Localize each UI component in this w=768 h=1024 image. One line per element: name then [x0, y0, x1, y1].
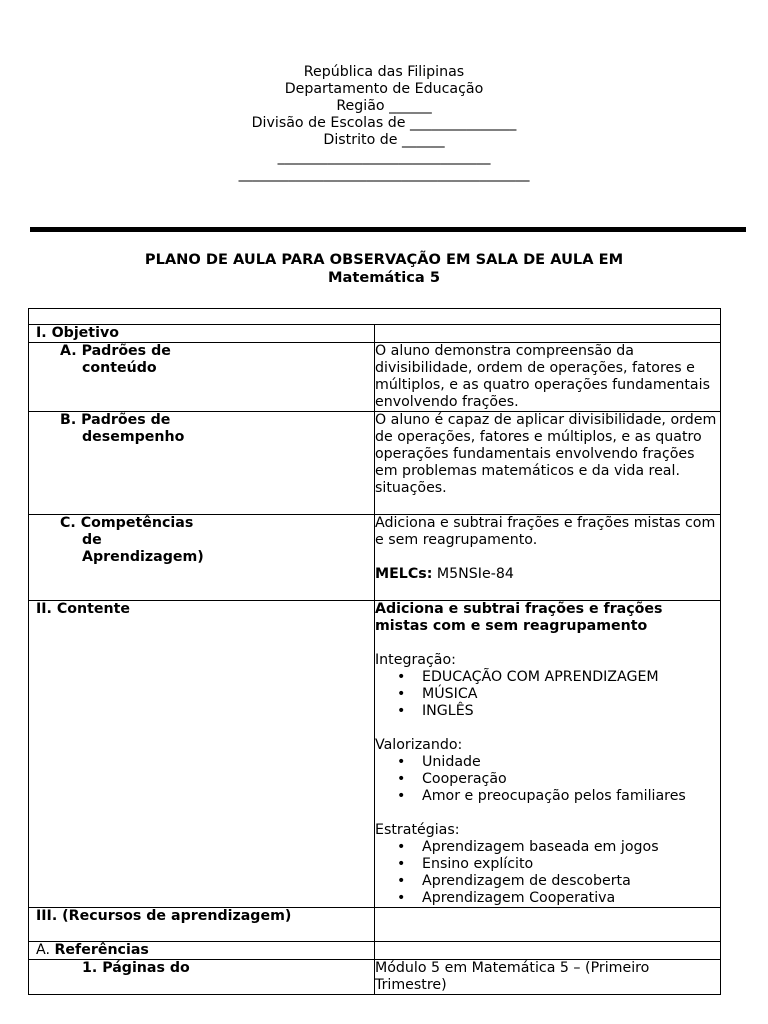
- objetivo-cell: [29, 325, 375, 343]
- paginas-text-cell: [375, 960, 721, 995]
- performance-standards-label-cell: [29, 412, 375, 515]
- melcs-line: [375, 566, 720, 583]
- integracao-label: Integração:: [375, 652, 456, 668]
- list-item: • EDUCAÇÃO COM APRENDIZAGEM: [375, 669, 720, 686]
- referencias-line: [29, 942, 374, 959]
- document-header: [0, 64, 768, 183]
- table-row: [29, 343, 721, 412]
- performance-standards-label: B. Padrões de: [60, 412, 171, 428]
- title-line-1: PLANO DE AULA PARA OBSERVAÇÃO EM SALA DE AULA EM: [144, 251, 624, 268]
- list-item: • Aprendizagem baseada em jogos: [375, 839, 720, 856]
- header-department: Departamento de Educação: [284, 81, 484, 97]
- competencies-text: Adiciona e subtrai frações e frações mistas com e sem reagrupamento.: [375, 515, 716, 548]
- competencies-text-cell: [375, 515, 721, 601]
- contente-text-cell: [375, 601, 721, 908]
- melcs-label: MELCs:: [375, 566, 433, 582]
- contente-title: Adiciona e subtrai frações e frações mistas com e sem reagrupamento: [375, 601, 663, 634]
- header-blank-line-1: ______________________________: [277, 149, 491, 165]
- integracao-list: [375, 669, 720, 720]
- content-standards-label-cell: [29, 343, 375, 412]
- valorizando-label: Valorizando:: [375, 737, 463, 753]
- list-item: • Unidade: [375, 754, 720, 771]
- table-row: [29, 309, 721, 325]
- recursos-label-cell: [29, 908, 375, 942]
- objetivo-label: I. Objetivo: [36, 325, 119, 341]
- list-item: • MÚSICA: [375, 686, 720, 703]
- table-row: [29, 908, 721, 942]
- referencias-prefix: A.: [36, 942, 55, 958]
- performance-standards-text-2: situações.: [375, 480, 447, 496]
- header-divider: [30, 227, 746, 232]
- recursos-empty-cell: [375, 908, 721, 942]
- competencies-label-2: de: [82, 532, 102, 548]
- performance-standards-text-cell: [375, 412, 721, 515]
- content-standards-text: O aluno demonstra compreensão da divisibilidade, ordem de operações, fatores e múltiplos, e as quatro operações fundamentais envolvendo frações.: [375, 343, 710, 410]
- header-blank-line-2: _________________________________________: [238, 166, 530, 182]
- contente-label: II. Contente: [36, 601, 131, 617]
- list-item: • Aprendizagem Cooperativa: [375, 890, 720, 907]
- table-row: [29, 601, 721, 908]
- lesson-plan-table: [28, 308, 721, 995]
- title-line-2: Matemática 5: [327, 269, 440, 286]
- competencies-label-3: Aprendizagem): [82, 549, 204, 565]
- header-district: Distrito de ______: [323, 132, 445, 148]
- table-row: [29, 325, 721, 343]
- competencies-label-cell: [29, 515, 375, 601]
- estrategias-list: [375, 839, 720, 907]
- table-row: [29, 942, 721, 960]
- paginas-label-cell: [29, 960, 375, 995]
- referencias-empty-cell: [375, 942, 721, 960]
- contente-label-cell: [29, 601, 375, 908]
- table-row: [29, 515, 721, 601]
- document-title: [0, 251, 768, 287]
- list-item: • Cooperação: [375, 771, 720, 788]
- competencies-label: C. Competências: [60, 515, 194, 531]
- valorizando-list: [375, 754, 720, 805]
- paginas-text: Módulo 5 em Matemática 5 – (Primeiro Trimestre): [375, 960, 650, 993]
- list-item: • Ensino explícito: [375, 856, 720, 873]
- referencias-label: Referências: [54, 942, 149, 958]
- performance-standards-label-2: desempenho: [82, 429, 185, 445]
- list-item: • INGLÊS: [375, 703, 720, 720]
- melcs-code: M5NSIe-84: [432, 566, 514, 582]
- performance-standards-text: O aluno é capaz de aplicar divisibilidade, ordem de operações, fatores e múltiplos, e as quatro operações fundamentais envolvendo frações em problemas matemáticos e da vida real.: [375, 412, 717, 479]
- objetivo-empty-cell: [375, 325, 721, 343]
- content-standards-text-cell: [375, 343, 721, 412]
- list-item: • Amor e preocupação pelos familiares: [375, 788, 720, 805]
- paginas-label: 1. Páginas do: [82, 960, 190, 976]
- list-item: • Aprendizagem de descoberta: [375, 873, 720, 890]
- header-country: República das Filipinas: [303, 64, 465, 80]
- header-division: Divisão de Escolas de _______________: [251, 115, 517, 131]
- content-standards-label-2: conteúdo: [82, 360, 157, 376]
- referencias-label-cell: [29, 942, 375, 960]
- content-standards-label: A. Padrões de: [60, 343, 171, 359]
- recursos-label: III. (Recursos de aprendizagem): [36, 908, 292, 924]
- header-region: Região ______: [336, 98, 432, 114]
- table-row: [29, 960, 721, 995]
- table-row: [29, 412, 721, 515]
- table-top-empty-cell: [29, 309, 721, 325]
- estrategias-label: Estratégias:: [375, 822, 460, 838]
